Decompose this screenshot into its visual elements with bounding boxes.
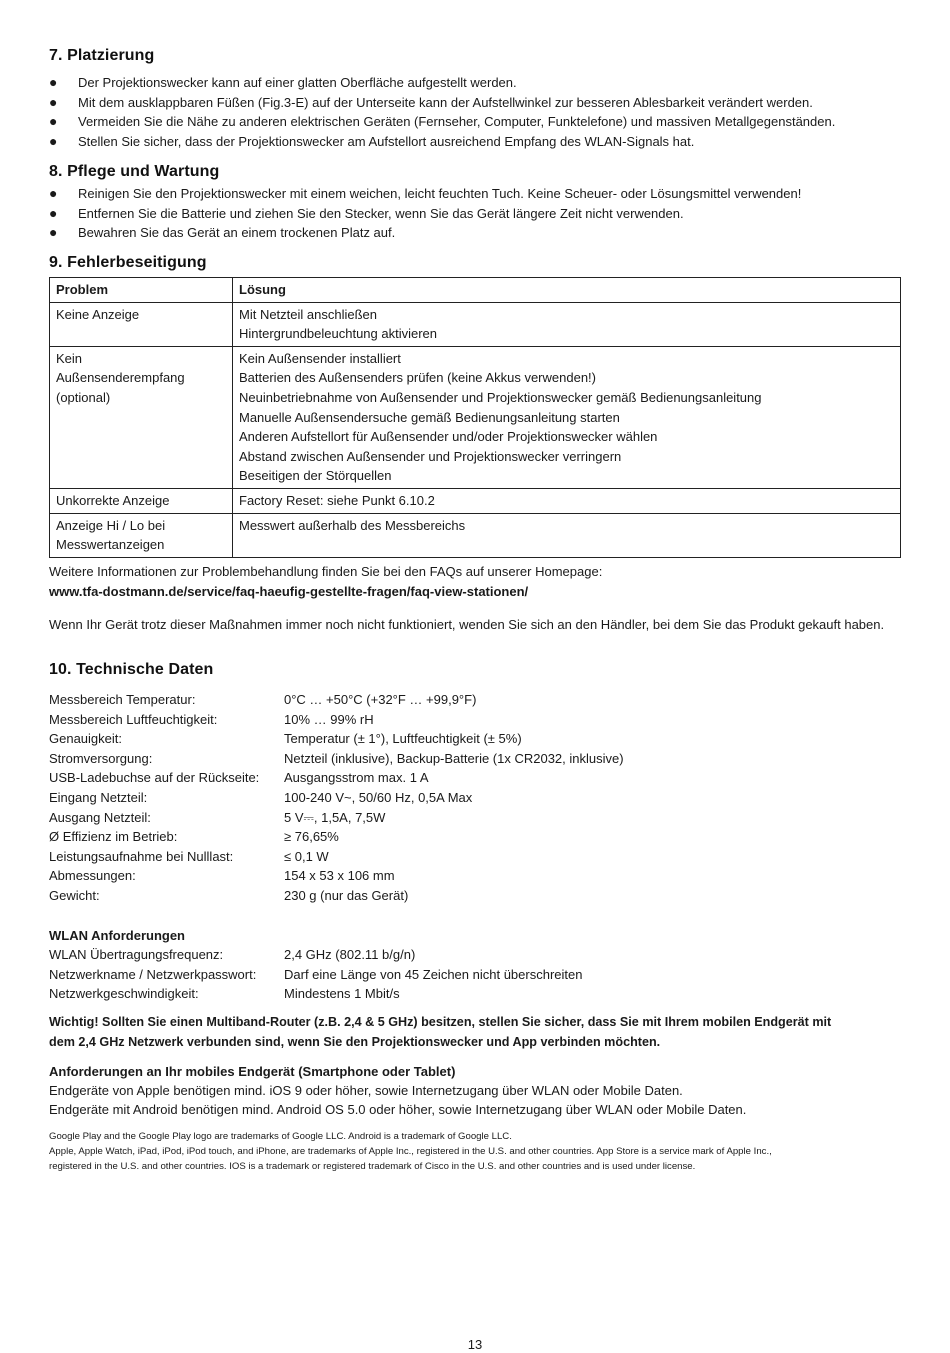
trademark-line: registered in the U.S. and other countries. IOS is a trademark or registered trademark of Cisco in the U.S. and other countries and is used under license. [49, 1161, 696, 1172]
list-item: ● Reinigen Sie den Projektionswecker mit einem weichen, leicht feuchten Tuch. Keine Scheuer- oder Lösungsmittel verwenden! [49, 184, 901, 204]
table-row [50, 302, 901, 346]
placement-list [49, 73, 901, 152]
spec-label: WLAN Übertragungsfrequenz: [49, 947, 224, 962]
solution-cell: Factory Reset: siehe Punkt 6.10.2 [233, 488, 901, 513]
spec-row [49, 827, 901, 847]
table-header-row [50, 278, 901, 303]
mobile-requirement-line: Endgeräte mit Android benötigen mind. Android OS 5.0 oder höher, sowie Internetzugang über WLAN oder Mobile Daten. [49, 1102, 747, 1117]
problem-cell: Keine Anzeige [50, 302, 233, 346]
section-heading-placement: 7. Platzierung [49, 47, 155, 64]
page-number: 13 [467, 1337, 483, 1352]
spec-label: Messbereich Temperatur: [49, 692, 196, 707]
spec-label: Eingang Netzteil: [49, 789, 148, 805]
spec-row [49, 984, 901, 1004]
spec-value: 10% … 99% rH [284, 711, 374, 727]
spec-list [49, 690, 901, 906]
bullet-icon: ● [49, 224, 58, 241]
column-header-problem: Problem [50, 278, 233, 303]
column-header-solution: Lösung [233, 278, 901, 303]
spec-row [49, 965, 901, 985]
spec-label: Abmessungen: [49, 868, 136, 884]
trademark-line: Apple, Apple Watch, iPad, iPod, iPod touch, and iPhone, are trademarks of Apple Inc., registered in the U.S. and other countries. App Store is a service mark of Apple Inc., [49, 1146, 772, 1157]
list-item: ● Stellen Sie sicher, dass der Projektionswecker am Aufstellort ausreichend Empfang des WLAN-Signals hat. [49, 132, 901, 152]
section-heading-care: 8. Pflege und Wartung [49, 163, 220, 180]
spec-row [49, 788, 901, 808]
dealer-note: Wenn Ihr Gerät trotz dieser Maßnahmen immer noch nicht funktioniert, wenden Sie sich an den Händler, bei dem Sie das Produkt gekauft haben. [49, 617, 885, 632]
spec-value: Ausgangsstrom max. 1 A [284, 770, 429, 786]
faq-link[interactable]: www.tfa-dostmann.de/service/faq-haeufig-gestellte-fragen/faq-view-stationen/ [49, 584, 529, 599]
mobile-requirements-heading: Anforderungen an Ihr mobiles Endgerät (Smartphone oder Tablet) [49, 1064, 456, 1079]
list-item: ● Der Projektionswecker kann auf einer glatten Oberfläche aufgestellt werden. [49, 73, 901, 93]
spec-label: Genauigkeit: [49, 731, 122, 747]
spec-label: Netzwerkgeschwindigkeit: [49, 986, 199, 1002]
bullet-icon: ● [49, 74, 58, 90]
spec-value: 0°C … +50°C (+32°F … +99,9°F) [284, 692, 477, 707]
spec-value: 154 x 53 x 106 mm [284, 868, 395, 884]
spec-row [49, 945, 901, 965]
troubleshooting-table [49, 277, 901, 558]
spec-row [49, 710, 901, 730]
list-item: ● Mit dem ausklappbaren Füßen (Fig.3-E) auf der Unterseite kann der Aufstellwinkel zur besseren Ablesbarkeit verändert werden. [49, 93, 901, 113]
spec-value: 100-240 V~, 50/60 Hz, 0,5A Max [284, 789, 473, 805]
spec-label: Messbereich Luftfeuchtigkeit: [49, 711, 218, 727]
section-heading-troubleshooting: 9. Fehlerbeseitigung [49, 254, 207, 271]
spec-value: 230 g (nur das Gerät) [284, 887, 409, 903]
wlan-spec-list [49, 945, 901, 1004]
spec-row [49, 886, 901, 906]
spec-row [49, 808, 901, 828]
spec-row [49, 749, 901, 769]
bullet-icon: ● [49, 93, 58, 110]
spec-value: Mindestens 1 Mbit/s [284, 986, 400, 1002]
bullet-icon: ● [49, 185, 58, 201]
solution-cell: Mit Netzteil anschließen Hintergrundbeleuchtung aktivieren [233, 302, 901, 346]
spec-value: ≥ 76,65% [284, 829, 339, 845]
spec-value: 2,4 GHz (802.11 b/g/n) [284, 947, 416, 962]
wlan-heading: WLAN Anforderungen [49, 928, 185, 943]
list-item: ● Bewahren Sie das Gerät an einem trockenen Platz auf. [49, 223, 901, 243]
spec-label: Stromversorgung: [49, 750, 153, 766]
spec-label: Gewicht: [49, 887, 100, 903]
spec-value: 5 V⎓, 1,5A, 7,5W [284, 809, 386, 825]
spec-row [49, 729, 901, 749]
spec-value: ≤ 0,1 W [284, 848, 329, 864]
important-note-line: dem 2,4 GHz Netzwerk verbunden sind, wenn Sie den Projektionswecker und App verbinden möchten. [49, 1035, 661, 1049]
table-row [50, 346, 901, 488]
solution-cell: Kein Außensender installiert Batterien des Außensenders prüfen (keine Akkus verwenden!) Neuinbetriebnahme von Außensender und Projektionswecker gemäß Bedienungsanleitung Manuelle Außensendersuche gemäß Bedienungsanleitung starten Anderen Aufstellort für Außensender und/oder Projektionswecker wählen Abstand zwischen Außensender und Projektionswecker verringern Beseitigen der Störquellen [233, 346, 901, 488]
spec-label: Ausgang Netzteil: [49, 809, 151, 825]
spec-row [49, 690, 901, 710]
problem-cell: Kein Außensenderempfang (optional) [50, 346, 233, 488]
spec-row [49, 866, 901, 886]
spec-value: Temperatur (± 1°), Luftfeuchtigkeit (± 5%) [284, 731, 522, 747]
problem-cell: Anzeige Hi / Lo bei Messwertanzeigen [50, 513, 233, 557]
care-list [49, 184, 901, 243]
important-note-line: Wichtig! Sollten Sie einen Multiband-Router (z.B. 2,4 & 5 GHz) besitzen, stellen Sie sicher, dass Sie mit Ihrem mobilen Endgerät mit [49, 1015, 832, 1029]
mobile-requirement-line: Endgeräte von Apple benötigen mind. iOS 9 oder höher, sowie Internetzugang über WLAN oder Mobile Daten. [49, 1083, 683, 1098]
spec-label: USB-Ladebuchse auf der Rückseite: [49, 770, 260, 786]
trademark-line: Google Play and the Google Play logo are trademarks of Google LLC. Android is a trademark of Google LLC. [49, 1131, 512, 1142]
spec-label: Netzwerkname / Netzwerkpasswort: [49, 966, 257, 982]
spec-row [49, 847, 901, 867]
table-row [50, 488, 901, 513]
bullet-icon: ● [49, 133, 58, 150]
list-item: ● Entfernen Sie die Batterie und ziehen Sie den Stecker, wenn Sie das Gerät längere Zeit nicht verwenden. [49, 204, 901, 224]
table-row [50, 513, 901, 557]
spec-label: Leistungsaufnahme bei Nulllast: [49, 848, 234, 864]
solution-cell: Messwert außerhalb des Messbereichs [233, 513, 901, 557]
spec-value: Netzteil (inklusive), Backup-Batterie (1x CR2032, inklusive) [284, 750, 624, 766]
spec-value: Darf eine Länge von 45 Zeichen nicht überschreiten [284, 966, 583, 982]
bullet-icon: ● [49, 204, 58, 221]
section-heading-technical-data: 10. Technische Daten [49, 661, 214, 678]
list-item: ● Vermeiden Sie die Nähe zu anderen elektrischen Geräten (Fernseher, Computer, Funktelefone) und massiven Metallgegenständen. [49, 112, 901, 132]
spec-row [49, 768, 901, 788]
problem-cell: Unkorrekte Anzeige [50, 488, 233, 513]
bullet-icon: ● [49, 113, 58, 130]
more-info-text: Weitere Informationen zur Problembehandlung finden Sie bei den FAQs auf unserer Homepage: [49, 564, 603, 579]
spec-label: Ø Effizienz im Betrieb: [49, 829, 178, 845]
